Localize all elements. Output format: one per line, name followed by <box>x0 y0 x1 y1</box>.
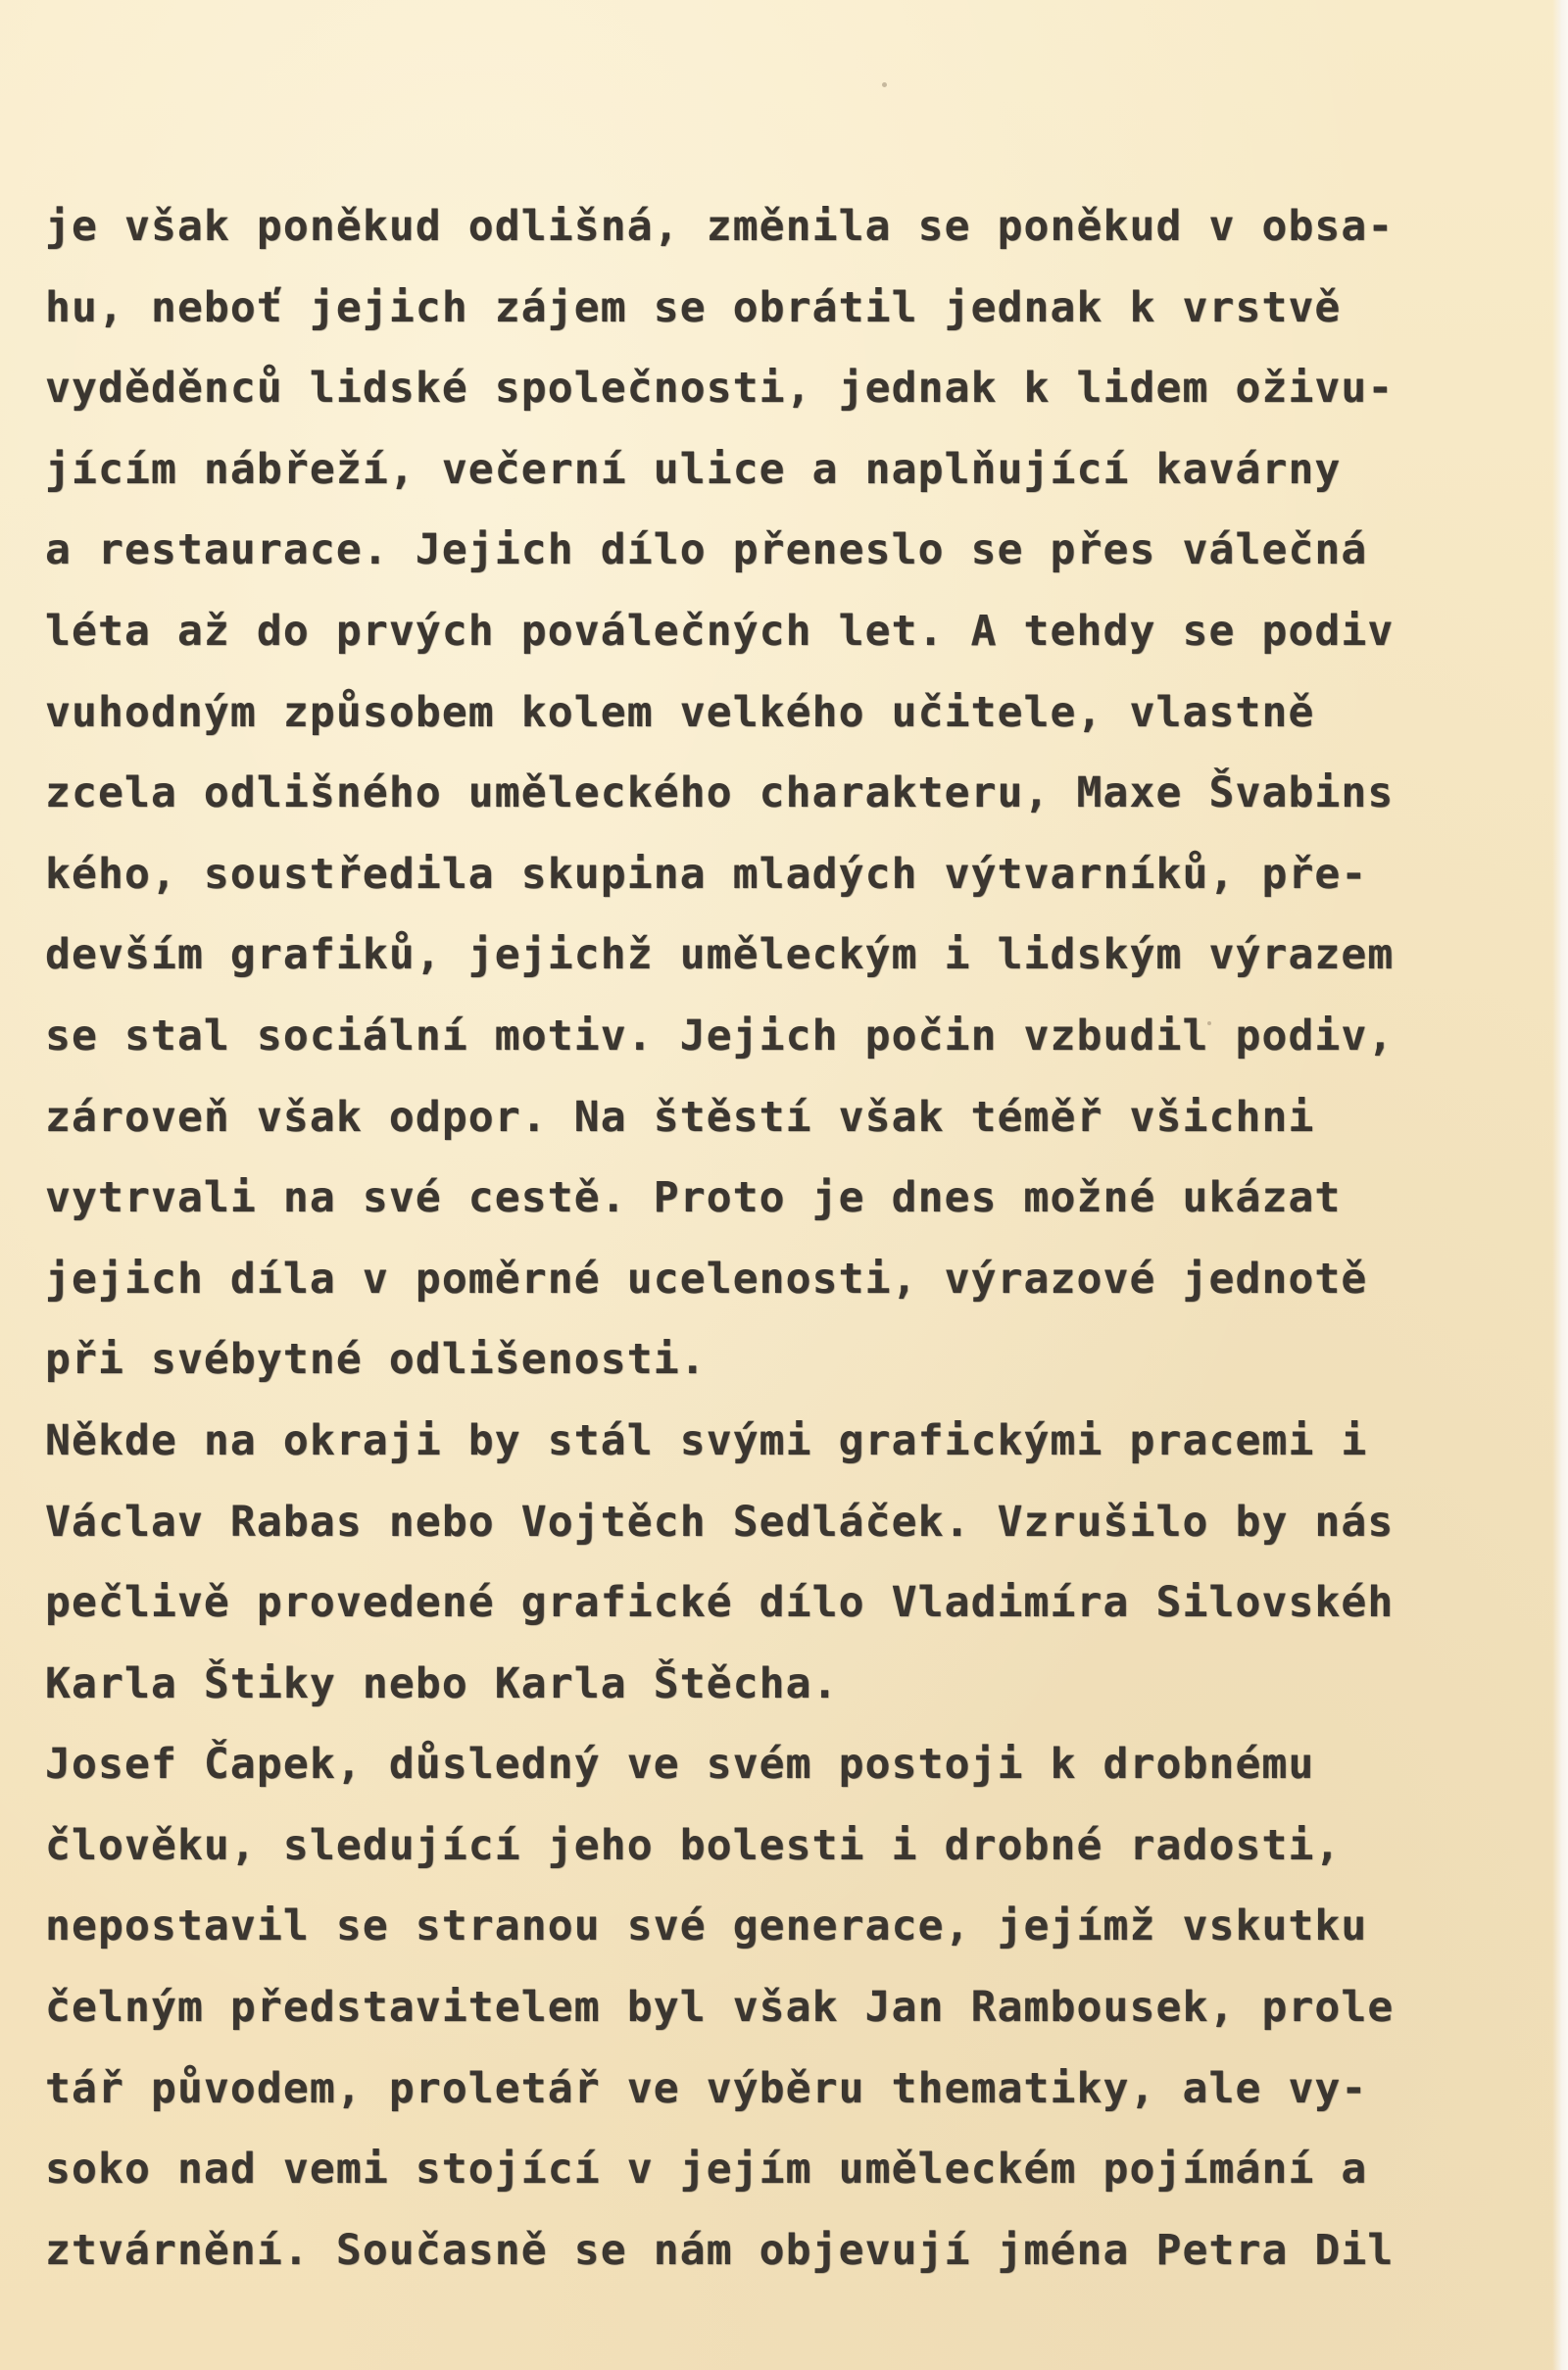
text-line: Někde na okraji by stál svými grafickými pracemi i <box>45 1415 1368 1465</box>
text-line: jejich díla v poměrné ucelenosti, výrazové jednotě <box>45 1254 1368 1304</box>
typed-text-body <box>45 186 1568 2291</box>
text-line: soko nad vemi stojící v jejím uměleckém pojímání a <box>45 2145 1368 2195</box>
text-line: hu, neboť jejich zájem se obrátil jednak k vrstvě <box>45 282 1342 332</box>
text-line: zcela odlišného uměleckého charakteru, Maxe Švabins <box>45 768 1395 818</box>
text-line: při svébytné odlišenosti. <box>45 1335 707 1385</box>
text-line: pečlivě provedené grafické dílo Vladimíra Silovskéh <box>45 1578 1395 1628</box>
paper-speck <box>882 82 887 87</box>
text-line: ztvárnění. Současně se nám objevují jména Petra Dil <box>45 2225 1395 2275</box>
text-line: vuhodným způsobem kolem velkého učitele, vlastně <box>45 687 1315 737</box>
text-line: kého, soustředila skupina mladých výtvarníků, pře- <box>45 849 1368 899</box>
text-line: nepostavil se stranou své generace, jejímž vskutku <box>45 1901 1368 1951</box>
text-line: Václav Rabas nebo Vojtěch Sedláček. Vzrušilo by nás <box>45 1497 1395 1547</box>
text-line: léta až do prvých poválečných let. A tehdy se podiv <box>45 606 1395 656</box>
text-line: člověku, sledující jeho bolesti i drobné radosti, <box>45 1820 1342 1870</box>
text-line: Karla Štiky nebo Karla Štěcha. <box>45 1658 839 1708</box>
text-line: tář původem, proletář ve výběru thematiky, ale vy- <box>45 2063 1368 2113</box>
text-line: vyděděnců lidské společnosti, jednak k lidem oživu- <box>45 364 1395 414</box>
text-line: se stal sociální motiv. Jejich počin vzbudil podiv, <box>45 1011 1395 1061</box>
text-line: je však poněkud odlišná, změnila se poněkud v obsa- <box>45 202 1395 251</box>
text-line: devším grafiků, jejichž uměleckým i lidským výrazem <box>45 930 1395 980</box>
text-line: vytrvali na své cestě. Proto je dnes možné ukázat <box>45 1173 1342 1223</box>
text-line: Josef Čapek, důsledný ve svém postoji k drobnému <box>45 1740 1315 1790</box>
paper-right-edge <box>1552 0 1568 2370</box>
text-line: a restaurace. Jejich dílo přeneslo se přes válečná <box>45 525 1368 575</box>
text-line: jícím nábřeží, večerní ulice a naplňující kavárny <box>45 444 1342 494</box>
text-line: zároveň však odpor. Na štěstí však téměř všichni <box>45 1092 1315 1142</box>
text-line: čelným představitelem byl však Jan Rambousek, prole <box>45 1983 1395 2033</box>
